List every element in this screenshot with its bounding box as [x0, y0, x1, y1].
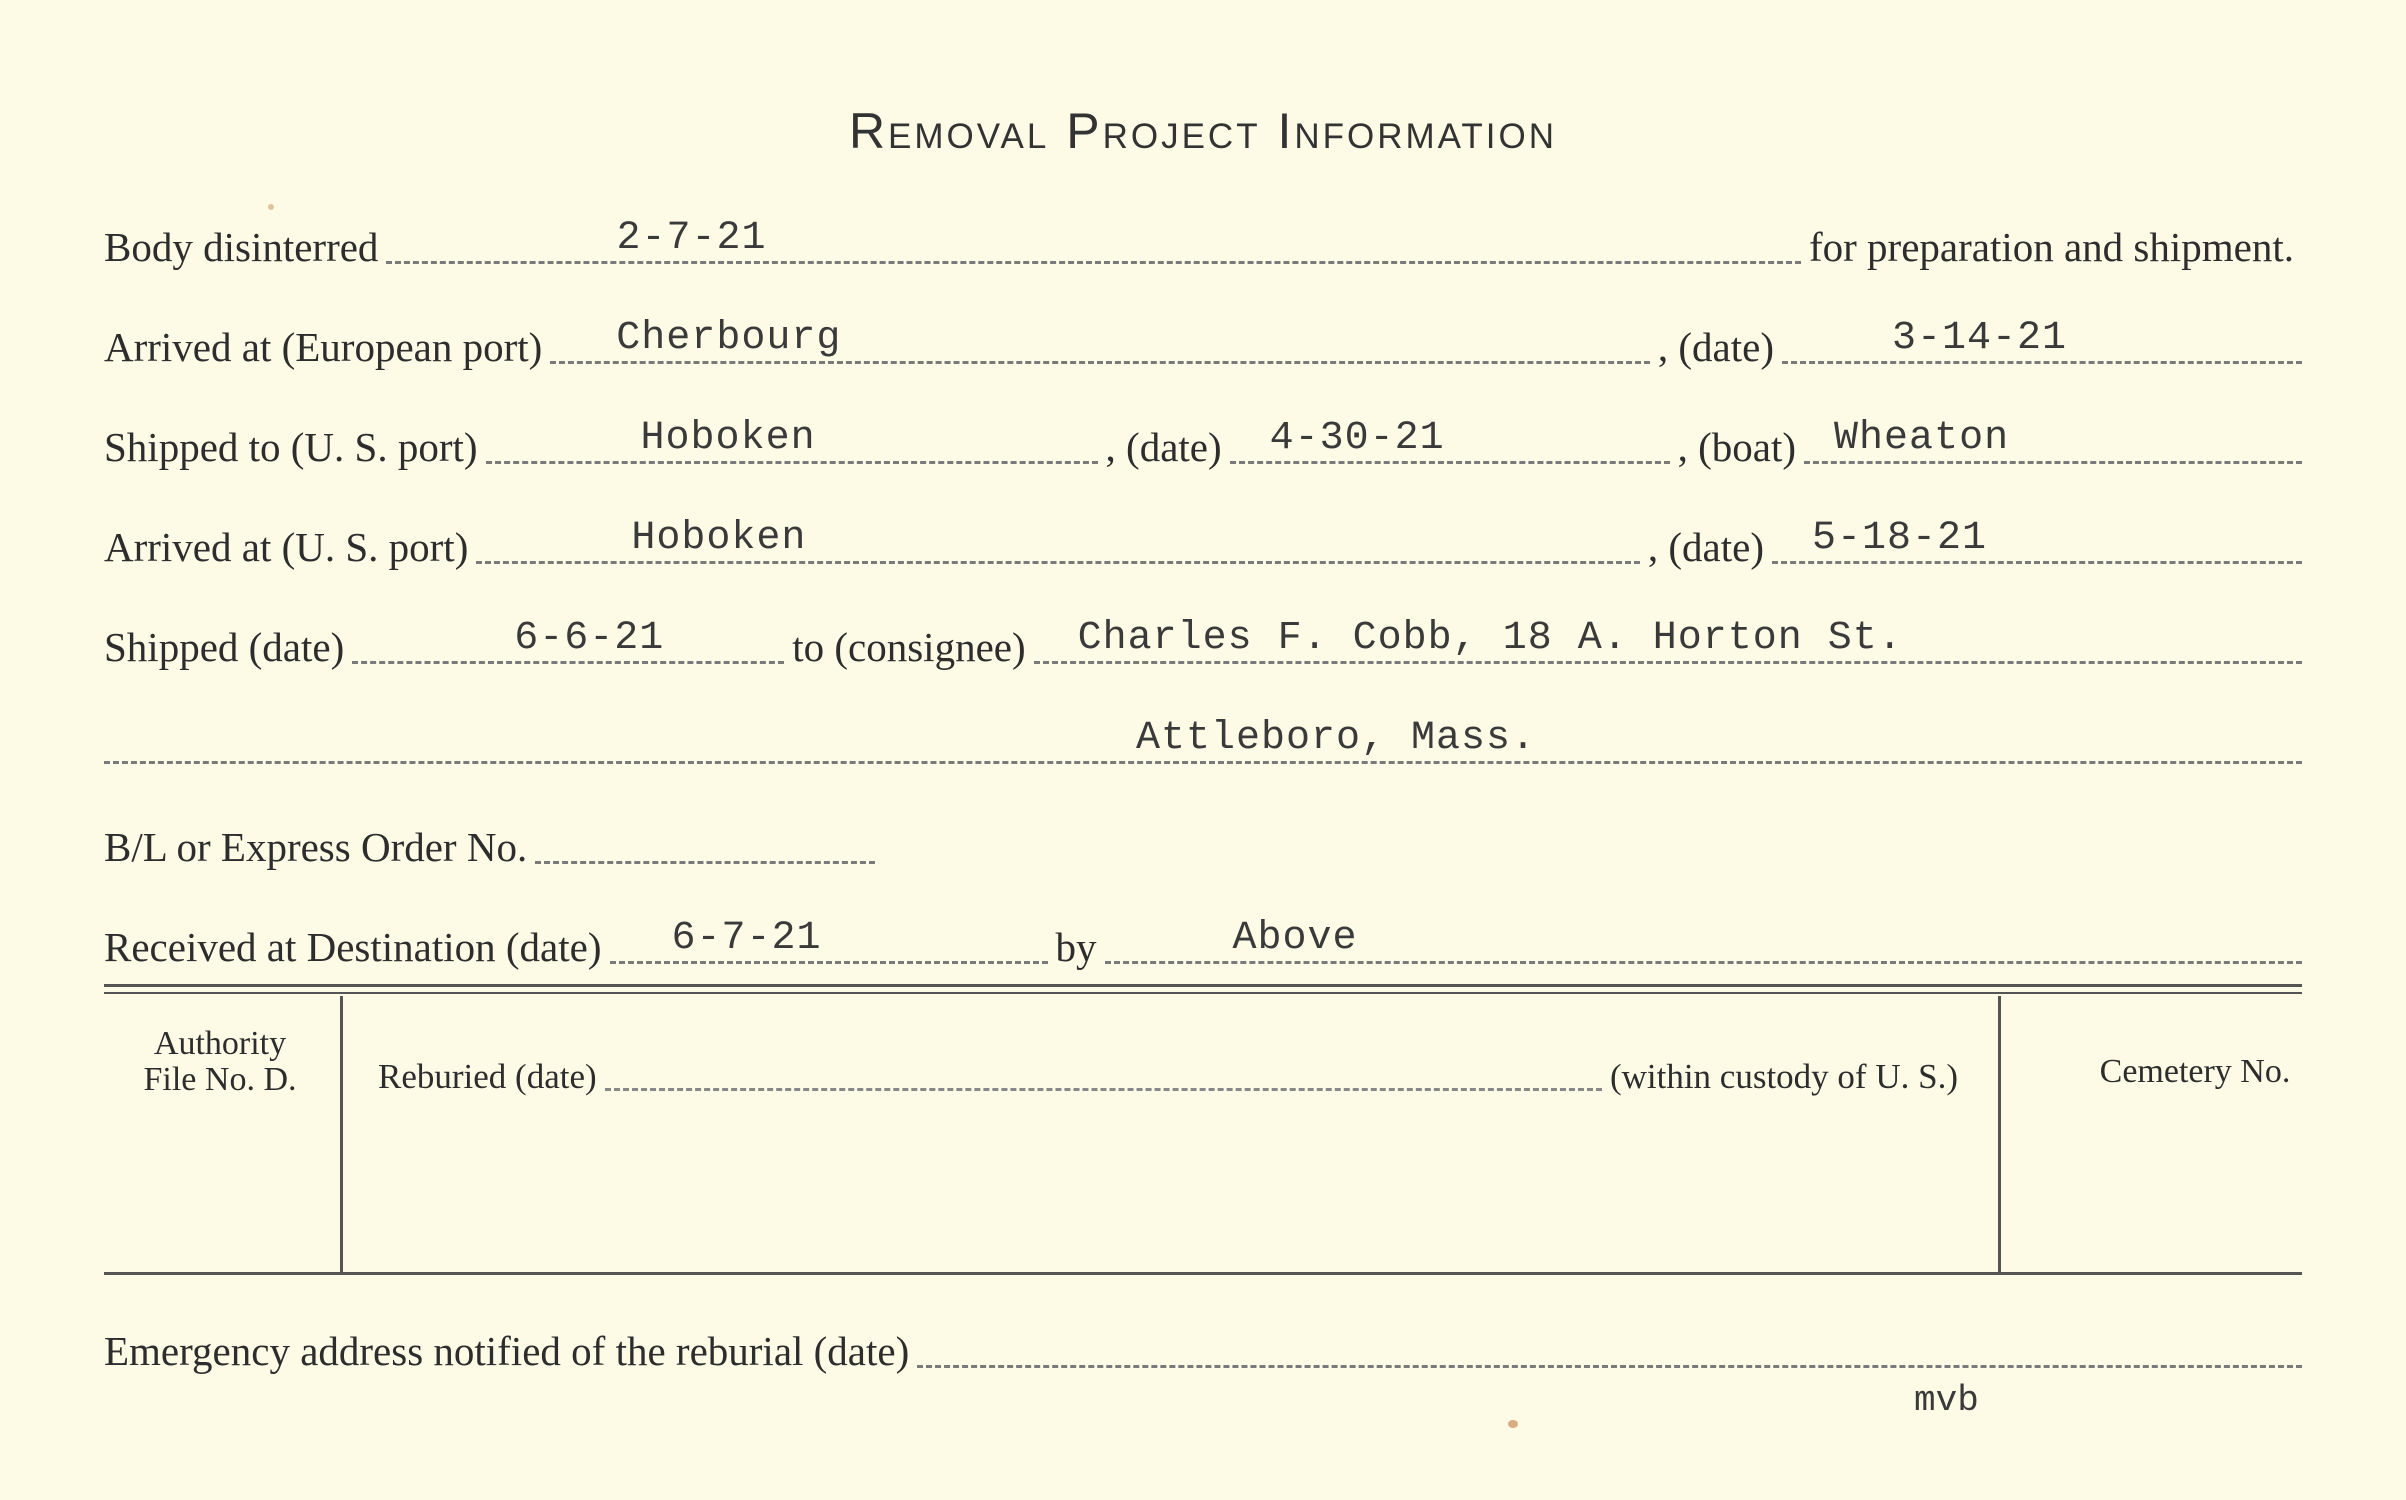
- row-shipped: [104, 612, 2302, 672]
- row-arrived-us: [104, 512, 2302, 572]
- table-top-rule: [104, 984, 2302, 987]
- emergency-date-field[interactable]: [917, 1319, 2302, 1368]
- bl-order-label: B/L or Express Order No.: [104, 824, 528, 870]
- shipped-date-value: 6-6-21: [514, 616, 665, 661]
- body-disinterred-value: 2-7-21: [616, 216, 767, 261]
- received-date-value: 6-7-21: [671, 916, 822, 961]
- arrived-european-date-label: , (date): [1657, 324, 1774, 370]
- custody-label: (within custody of U. S.): [1609, 1057, 1958, 1096]
- received-by-value: Above: [1232, 916, 1358, 961]
- row-shipped-us: [104, 412, 2302, 472]
- ink-spot: [268, 204, 274, 210]
- bl-order-field[interactable]: [535, 815, 875, 864]
- shipped-us-date-field[interactable]: [1230, 415, 1670, 464]
- body-disinterred-field[interactable]: [386, 215, 1801, 264]
- table-top-rule-2: [104, 992, 2302, 994]
- card-title: Removal Project Information: [848, 103, 1558, 159]
- consignee-label: to (consignee): [792, 624, 1026, 670]
- received-by-field[interactable]: [1105, 915, 2303, 964]
- boat-field[interactable]: [1804, 415, 2302, 464]
- clerk-initials: mvb: [1914, 1380, 1979, 1421]
- authority-header: [110, 1026, 330, 1097]
- body-disinterred-label: Body disinterred: [104, 224, 379, 270]
- row-received: [104, 912, 2302, 972]
- cemetery-label: Cemetery No.: [2099, 1053, 2291, 1090]
- table-divider-left: [340, 996, 343, 1272]
- arrived-us-date-label: , (date): [1647, 524, 1764, 570]
- us-port-value: Hoboken: [640, 416, 816, 461]
- cemetery-header: [2010, 1054, 2380, 1090]
- received-date-field[interactable]: [610, 915, 1048, 964]
- shipped-us-date-value: 4-30-21: [1269, 416, 1445, 461]
- european-port-value: Cherbourg: [616, 316, 842, 361]
- shipped-us-label: Shipped to (U. S. port): [104, 424, 478, 470]
- arrived-european-date-value: 3-14-21: [1892, 316, 2068, 361]
- table-divider-right: [1998, 996, 2001, 1272]
- shipped-date-field[interactable]: [352, 615, 784, 664]
- row-consignee-line2: [104, 712, 2302, 772]
- ink-spot: [1508, 1420, 1518, 1428]
- arrived-us-date-field[interactable]: [1772, 515, 2302, 564]
- arrived-us-label: Arrived at (U. S. port): [104, 524, 469, 570]
- reburied-row: [378, 1048, 1966, 1098]
- european-port-field[interactable]: [550, 315, 1650, 364]
- boat-value: Wheaton: [1834, 416, 2010, 461]
- reburied-label: Reburied (date): [378, 1057, 597, 1096]
- boat-label: , (boat): [1677, 424, 1797, 470]
- arrived-european-date-field[interactable]: [1782, 315, 2302, 364]
- us-port-field[interactable]: [486, 415, 1098, 464]
- shipped-date-label: Shipped (date): [104, 624, 345, 670]
- row-body-disinterred: [104, 212, 2302, 272]
- row-emergency: [104, 1316, 2302, 1376]
- reburied-date-field[interactable]: [605, 1050, 1602, 1091]
- shipped-us-date-label: , (date): [1105, 424, 1222, 470]
- consignee-field[interactable]: [1034, 615, 2302, 664]
- consignee-line2-field[interactable]: [104, 715, 2302, 764]
- row-bl-order: [104, 812, 875, 872]
- preparation-shipment-label: for preparation and shipment.: [1808, 224, 2294, 270]
- arrived-us-port-value: Hoboken: [631, 516, 807, 561]
- arrived-us-port-field[interactable]: [476, 515, 1640, 564]
- authority-label: Authority: [153, 1025, 287, 1062]
- received-by-label: by: [1055, 924, 1097, 970]
- table-bottom-rule: [104, 1272, 2302, 1275]
- arrived-us-date-value: 5-18-21: [1812, 516, 1988, 561]
- file-no-label: File No. D.: [143, 1060, 297, 1098]
- emergency-label: Emergency address notified of the reburial (date): [104, 1328, 910, 1374]
- arrived-european-label: Arrived at (European port): [104, 324, 543, 370]
- row-arrived-european: [104, 312, 2302, 372]
- consignee-value: Charles F. Cobb, 18 A. Horton St.: [1077, 616, 1903, 661]
- consignee-line2-value: Attleboro, Mass.: [1136, 716, 1537, 761]
- received-label: Received at Destination (date): [104, 924, 602, 970]
